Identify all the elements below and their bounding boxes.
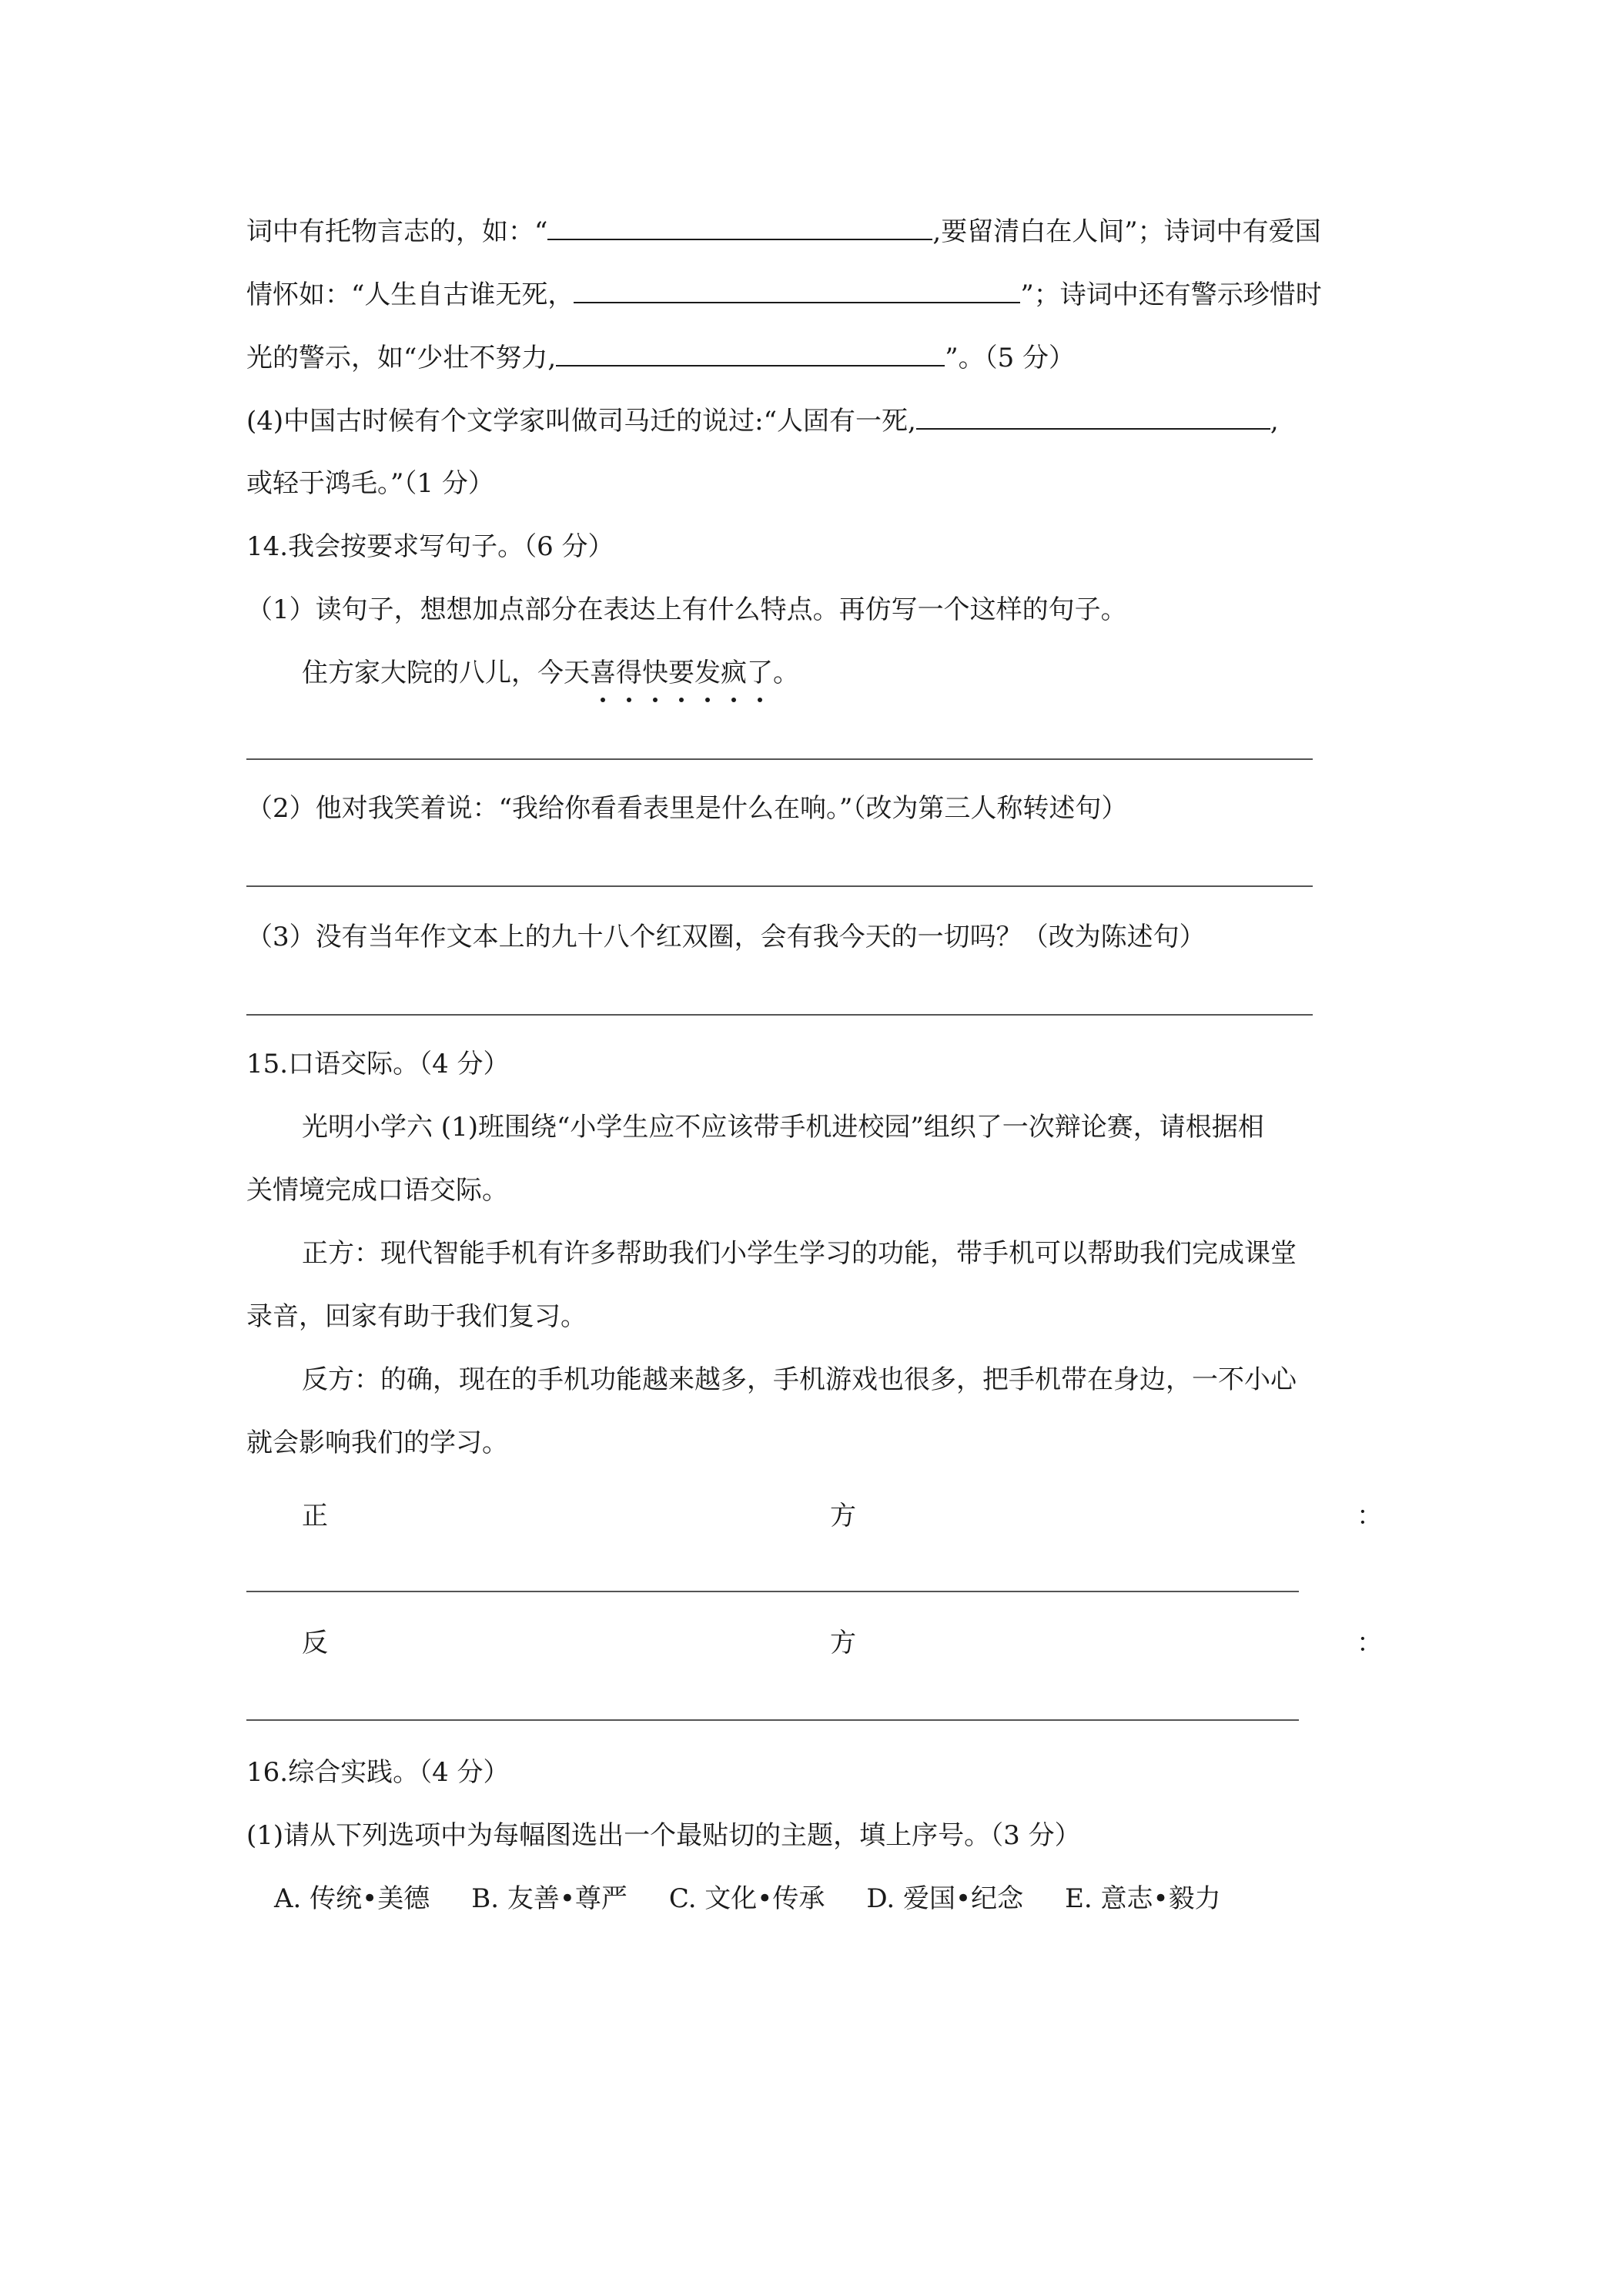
option-a: A. 传统•美德 xyxy=(274,1883,430,1914)
emphasized-char: 快 xyxy=(642,654,668,691)
label-zheng: 正 xyxy=(302,1501,328,1531)
answer-line-2[interactable] xyxy=(246,885,1313,887)
q13-line1 xyxy=(246,213,1321,250)
q13-part4-line1 xyxy=(246,402,1279,440)
q14-part3: （3）没有当年作文本上的九十八个红双圈，会有我今天的一切吗？（改为陈述句） xyxy=(246,922,1206,952)
q15-intro-line2: 关情境完成口语交际。 xyxy=(246,1175,508,1206)
answer-line-1[interactable] xyxy=(246,758,1313,760)
q15-intro-line1: 光明小学六 (1)班围绕“小学生应不应该带手机进校园”组织了一次辩论赛，请根据相 xyxy=(302,1112,1264,1143)
q13-part4-text-a: (4)中国古时候有个文学家叫做司马迁的说过:“人固有一死, xyxy=(246,406,916,437)
emphasized-char: 得 xyxy=(616,654,642,691)
q15-pro-line2: 录音，回家有助于我们复习。 xyxy=(246,1301,587,1332)
q14-example-sentence xyxy=(302,654,799,691)
q13-line2 xyxy=(246,276,1322,313)
q13-line2-text-b: ”；诗词中还有警示珍惜时 xyxy=(1020,279,1322,310)
q13-line3-text-b: ”。（5 分） xyxy=(945,343,1076,373)
q13-line3-text-a: 光的警示，如“少壮不努力, xyxy=(246,343,557,373)
emphasized-char: 疯 xyxy=(721,654,747,691)
q13-line1-text-b: ,要留清白在人间”；诗词中有爱国 xyxy=(932,216,1321,247)
label-fan: 反 xyxy=(302,1628,328,1658)
q15-con-line1: 反方：的确，现在的手机功能越来越多，手机游戏也很多，把手机带在身边，一不小心 xyxy=(302,1364,1297,1395)
emphasized-char: 要 xyxy=(668,654,694,691)
emphasized-char: 喜 xyxy=(590,654,616,691)
q16-options xyxy=(274,1880,1221,1917)
q13-part4-text-b: , xyxy=(1270,406,1279,437)
example-plain-text: 住方家大院的八儿，今天 xyxy=(302,658,590,688)
q14-title: 14.我会按要求写句子。（6 分） xyxy=(246,531,614,562)
q15-con-line2: 就会影响我们的学习。 xyxy=(246,1427,508,1458)
option-d: D. 爱国•纪念 xyxy=(866,1883,1024,1914)
label-fang: 方 xyxy=(830,1501,856,1531)
q15-title: 15.口语交际。（4 分） xyxy=(246,1049,510,1079)
label-colon: ： xyxy=(1357,1628,1383,1658)
q14-part2: （2）他对我笑着说：“我给你看看表里是什么在响。”（改为第三人称转述句） xyxy=(246,793,1128,824)
emphasized-char: 发 xyxy=(694,654,721,691)
option-b: B. 友善•尊严 xyxy=(471,1883,627,1914)
blank-3[interactable] xyxy=(556,339,945,366)
label-fang: 方 xyxy=(830,1628,856,1658)
q13-part4-line2: 或轻于鸿毛。”（1 分） xyxy=(246,468,494,499)
blank-1[interactable] xyxy=(547,213,932,240)
answer-line-3[interactable] xyxy=(246,1014,1313,1016)
answer-line-con[interactable] xyxy=(246,1719,1299,1721)
q15-pro-line1: 正方：现代智能手机有许多帮助我们小学生学习的功能，带手机可以帮助我们完成课堂 xyxy=(302,1238,1297,1269)
emphasized-char: 了 xyxy=(747,654,773,691)
q14-part1: （1）读句子，想想加点部分在表达上有什么特点。再仿写一个这样的句子。 xyxy=(246,594,1127,625)
q16-part1: (1)请从下列选项中为每幅图选出一个最贴切的主题，填上序号。（3 分） xyxy=(246,1820,1081,1851)
option-e: E. 意志•毅力 xyxy=(1065,1883,1221,1914)
blank-4[interactable] xyxy=(916,402,1270,430)
blank-2[interactable] xyxy=(574,276,1020,303)
example-end: 。 xyxy=(773,658,799,688)
option-c: C. 文化•传承 xyxy=(668,1883,825,1914)
label-colon: ： xyxy=(1357,1501,1383,1531)
q13-line1-text-a: 词中有托物言志的，如：“ xyxy=(246,216,548,247)
q13-line2-text-a: 情怀如：“人生自古谁无死， xyxy=(246,279,574,310)
q13-line3 xyxy=(246,339,1075,377)
answer-line-pro[interactable] xyxy=(246,1591,1299,1592)
q16-title: 16.综合实践。（4 分） xyxy=(246,1757,510,1788)
